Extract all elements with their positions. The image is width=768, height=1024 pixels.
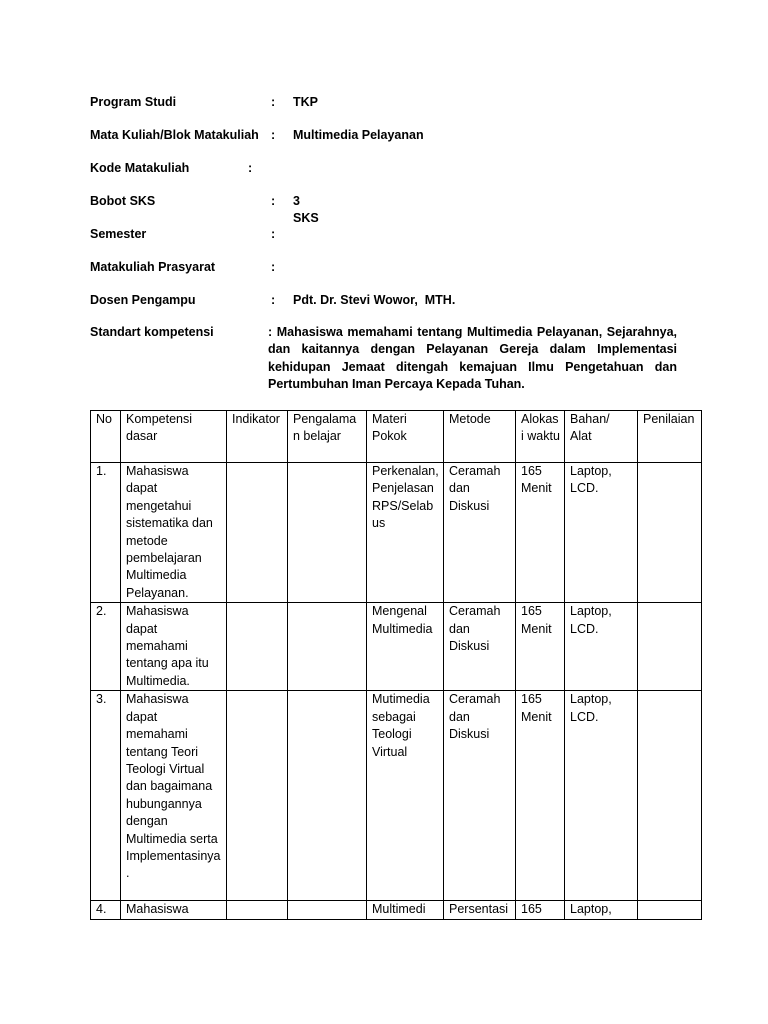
field-colon: : [271, 260, 276, 274]
col-header-alokasi-waktu: Alokasi waktu [516, 411, 565, 463]
field-label: Standart kompetensi [90, 325, 214, 339]
col-header-penilaian: Penilaian [638, 411, 702, 463]
field-value: TKP [293, 95, 318, 109]
cell-penilaian [638, 691, 702, 901]
cell-penilaian [638, 901, 702, 919]
field-value: Pdt. Dr. Stevi Wowor, MTH. [293, 293, 456, 307]
cell-metode: Ceramah dan Diskusi [444, 691, 516, 901]
standart-kompetensi-text: : Mahasiswa memahami tentang Multimedia Pelayanan, Sejarahnya, dan kaitannya dengan Pelayanan Gereja dalam Implementasi kehidupan Jemaat ditengah kemajuan Ilmu Pengetahuan dan Pertumbuhan Iman Percaya Kepada Tuhan. [268, 325, 677, 392]
field-label: Mata Kuliah/Blok Matakuliah [90, 128, 259, 142]
cell-bahan-alat: Laptop, LCD. [565, 463, 638, 603]
col-header-materi-pokok: Materi Pokok [367, 411, 444, 463]
field-label: Kode Matakuliah [90, 161, 190, 175]
cell-kompetensi-dasar: Mahasiswa [121, 901, 227, 919]
cell-bahan-alat: Laptop, [565, 901, 638, 919]
cell-no: 4. [91, 901, 121, 919]
field-label: Bobot SKS [90, 194, 156, 208]
col-header-bahan-alat: Bahan/ Alat [565, 411, 638, 463]
cell-materi-pokok: Perkenalan, Penjelasan RPS/Selabus [367, 463, 444, 603]
field-colon: : [271, 128, 276, 142]
col-header-no: No [91, 411, 121, 463]
col-header-kompetensi-dasar: Kompetensi dasar [121, 411, 227, 463]
col-header-indikator: Indikator [227, 411, 288, 463]
cell-bahan-alat: Laptop, LCD. [565, 603, 638, 691]
cell-pengalaman-belajar [288, 463, 367, 603]
cell-metode: Persentasi [444, 901, 516, 919]
cell-no: 1. [91, 463, 121, 603]
col-header-pengalaman-belajar: Pengalaman belajar [288, 411, 367, 463]
field-label: Program Studi [90, 95, 177, 109]
cell-alokasi-waktu: 165 Menit [516, 691, 565, 901]
field-value: Multimedia Pelayanan [293, 128, 424, 142]
cell-alokasi-waktu: 165 Menit [516, 463, 565, 603]
table-row [91, 691, 702, 901]
cell-indikator [227, 603, 288, 691]
table-header-row [91, 411, 702, 463]
cell-pengalaman-belajar [288, 603, 367, 691]
cell-kompetensi-dasar: Mahasiswa dapat memahami tentang apa itu Multimedia. [121, 603, 227, 691]
cell-pengalaman-belajar [288, 901, 367, 919]
field-label: Dosen Pengampu [90, 293, 196, 307]
cell-materi-pokok: Mutimedia sebagai Teologi Virtual [367, 691, 444, 901]
cell-materi-pokok: Mengenal Multimedia [367, 603, 444, 691]
cell-kompetensi-dasar: Mahasiswa dapat memahami tentang Teori Teologi Virtual dan bagaimana hubungannya dengan Multimedia serta Implementasinya. [121, 691, 227, 901]
cell-metode: Ceramah dan Diskusi [444, 463, 516, 603]
cell-indikator [227, 691, 288, 901]
field-label: Matakuliah Prasyarat [90, 260, 216, 274]
cell-penilaian [638, 463, 702, 603]
cell-indikator [227, 463, 288, 603]
cell-pengalaman-belajar [288, 691, 367, 901]
table-row [91, 901, 702, 919]
cell-indikator [227, 901, 288, 919]
field-value: 3 SKS [293, 194, 319, 225]
cell-kompetensi-dasar: Mahasiswa dapat mengetahui sistematika dan metode pembelajaran Multimedia Pelayanan. [121, 463, 227, 603]
cell-bahan-alat: Laptop, LCD. [565, 691, 638, 901]
field-colon: : [271, 227, 276, 241]
cell-metode: Ceramah dan Diskusi [444, 603, 516, 691]
field-colon: : [271, 293, 276, 307]
table-row [91, 463, 702, 603]
cell-no: 2. [91, 603, 121, 691]
cell-materi-pokok: Multimedi [367, 901, 444, 919]
field-colon: : [271, 194, 276, 208]
col-header-metode: Metode [444, 411, 516, 463]
rps-table [90, 410, 702, 920]
cell-penilaian [638, 603, 702, 691]
field-colon: : [271, 95, 276, 109]
cell-alokasi-waktu: 165 [516, 901, 565, 919]
field-label: Semester [90, 227, 147, 241]
cell-no: 3. [91, 691, 121, 901]
table-row [91, 603, 702, 691]
field-colon: : [248, 161, 253, 175]
cell-alokasi-waktu: 165 Menit [516, 603, 565, 691]
